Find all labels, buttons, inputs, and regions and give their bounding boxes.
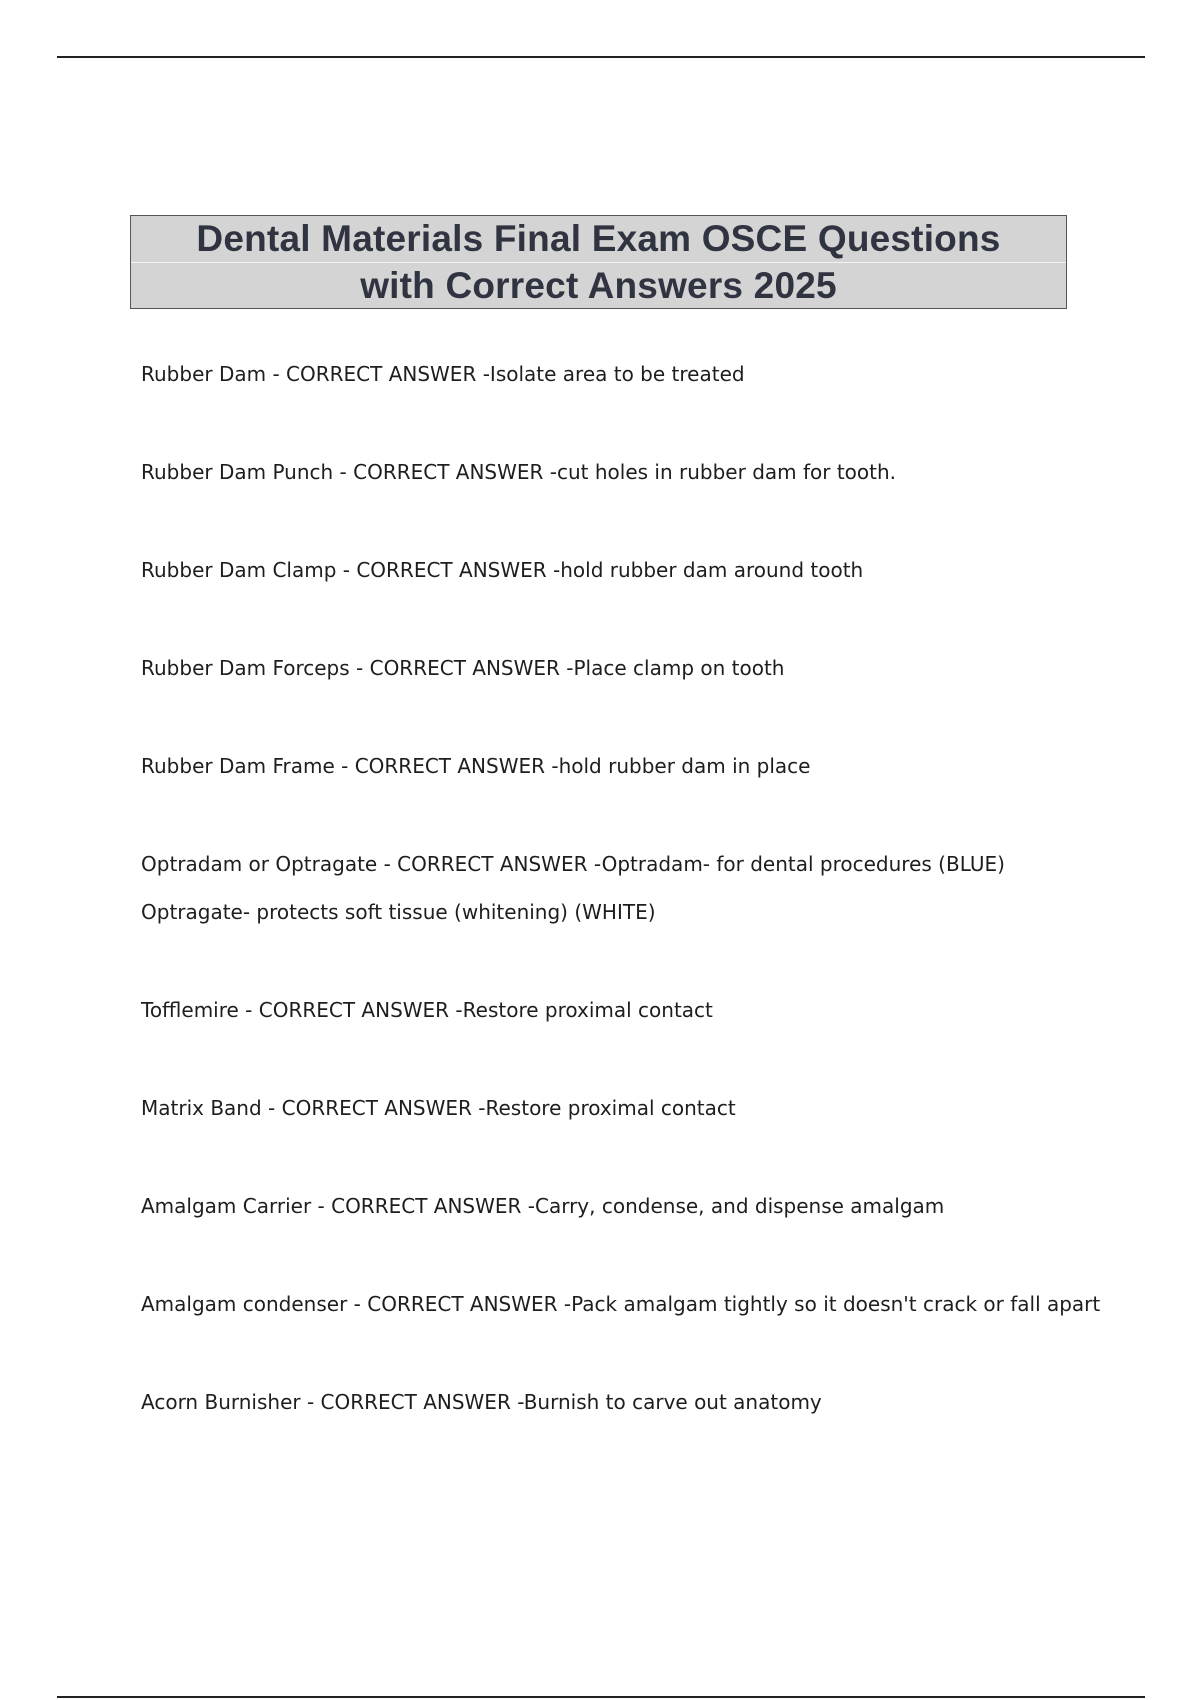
qa-item-amalgam-condenser (141, 1291, 1100, 1317)
qa-text: Rubber Dam Forceps - CORRECT ANSWER -Place clamp on tooth (141, 656, 785, 680)
qa-text: Tofflemire - CORRECT ANSWER -Restore proximal contact (141, 998, 713, 1022)
qa-item-acorn-burnisher (141, 1389, 822, 1415)
qa-text: Rubber Dam Frame - CORRECT ANSWER -hold rubber dam in place (141, 754, 811, 778)
qa-text: Rubber Dam Punch - CORRECT ANSWER -cut holes in rubber dam for tooth. (141, 460, 897, 484)
footer-rule (57, 1696, 1145, 1698)
qa-text: Rubber Dam - CORRECT ANSWER -Isolate area to be treated (141, 362, 745, 386)
qa-item-rubber-dam (141, 361, 745, 387)
qa-text-continuation: Optragate- protects soft tissue (whitening) (WHITE) (141, 900, 656, 924)
header-rule (57, 56, 1145, 58)
qa-item-rubber-dam-forceps (141, 655, 784, 681)
qa-text: Amalgam Carrier - CORRECT ANSWER -Carry, condense, and dispense amalgam (141, 1194, 945, 1218)
qa-text: Amalgam condenser - CORRECT ANSWER -Pack amalgam tightly so it doesn't crack or fall apart (141, 1292, 1101, 1316)
qa-item-tofflemire (141, 997, 713, 1023)
qa-item-rubber-dam-frame (141, 753, 810, 779)
document-title-line-1: Dental Materials Final Exam OSCE Questions (196, 218, 1001, 259)
qa-text: Acorn Burnisher - CORRECT ANSWER -Burnish to carve out anatomy (141, 1390, 822, 1414)
qa-text: Rubber Dam Clamp - CORRECT ANSWER -hold rubber dam around tooth (141, 558, 864, 582)
qa-item-matrix-band (141, 1095, 736, 1121)
document-title-line-2: with Correct Answers 2025 (131, 262, 1066, 309)
qa-item-rubber-dam-punch (141, 459, 896, 485)
qa-text: Optradam or Optragate - CORRECT ANSWER -Optradam- for dental procedures (BLUE) (141, 852, 1005, 876)
qa-text: Matrix Band - CORRECT ANSWER -Restore proximal contact (141, 1096, 736, 1120)
qa-item-amalgam-carrier (141, 1193, 944, 1219)
qa-item-optradam-optragate (141, 851, 1005, 925)
document-title-box (130, 215, 1067, 309)
qa-item-rubber-dam-clamp (141, 557, 863, 583)
